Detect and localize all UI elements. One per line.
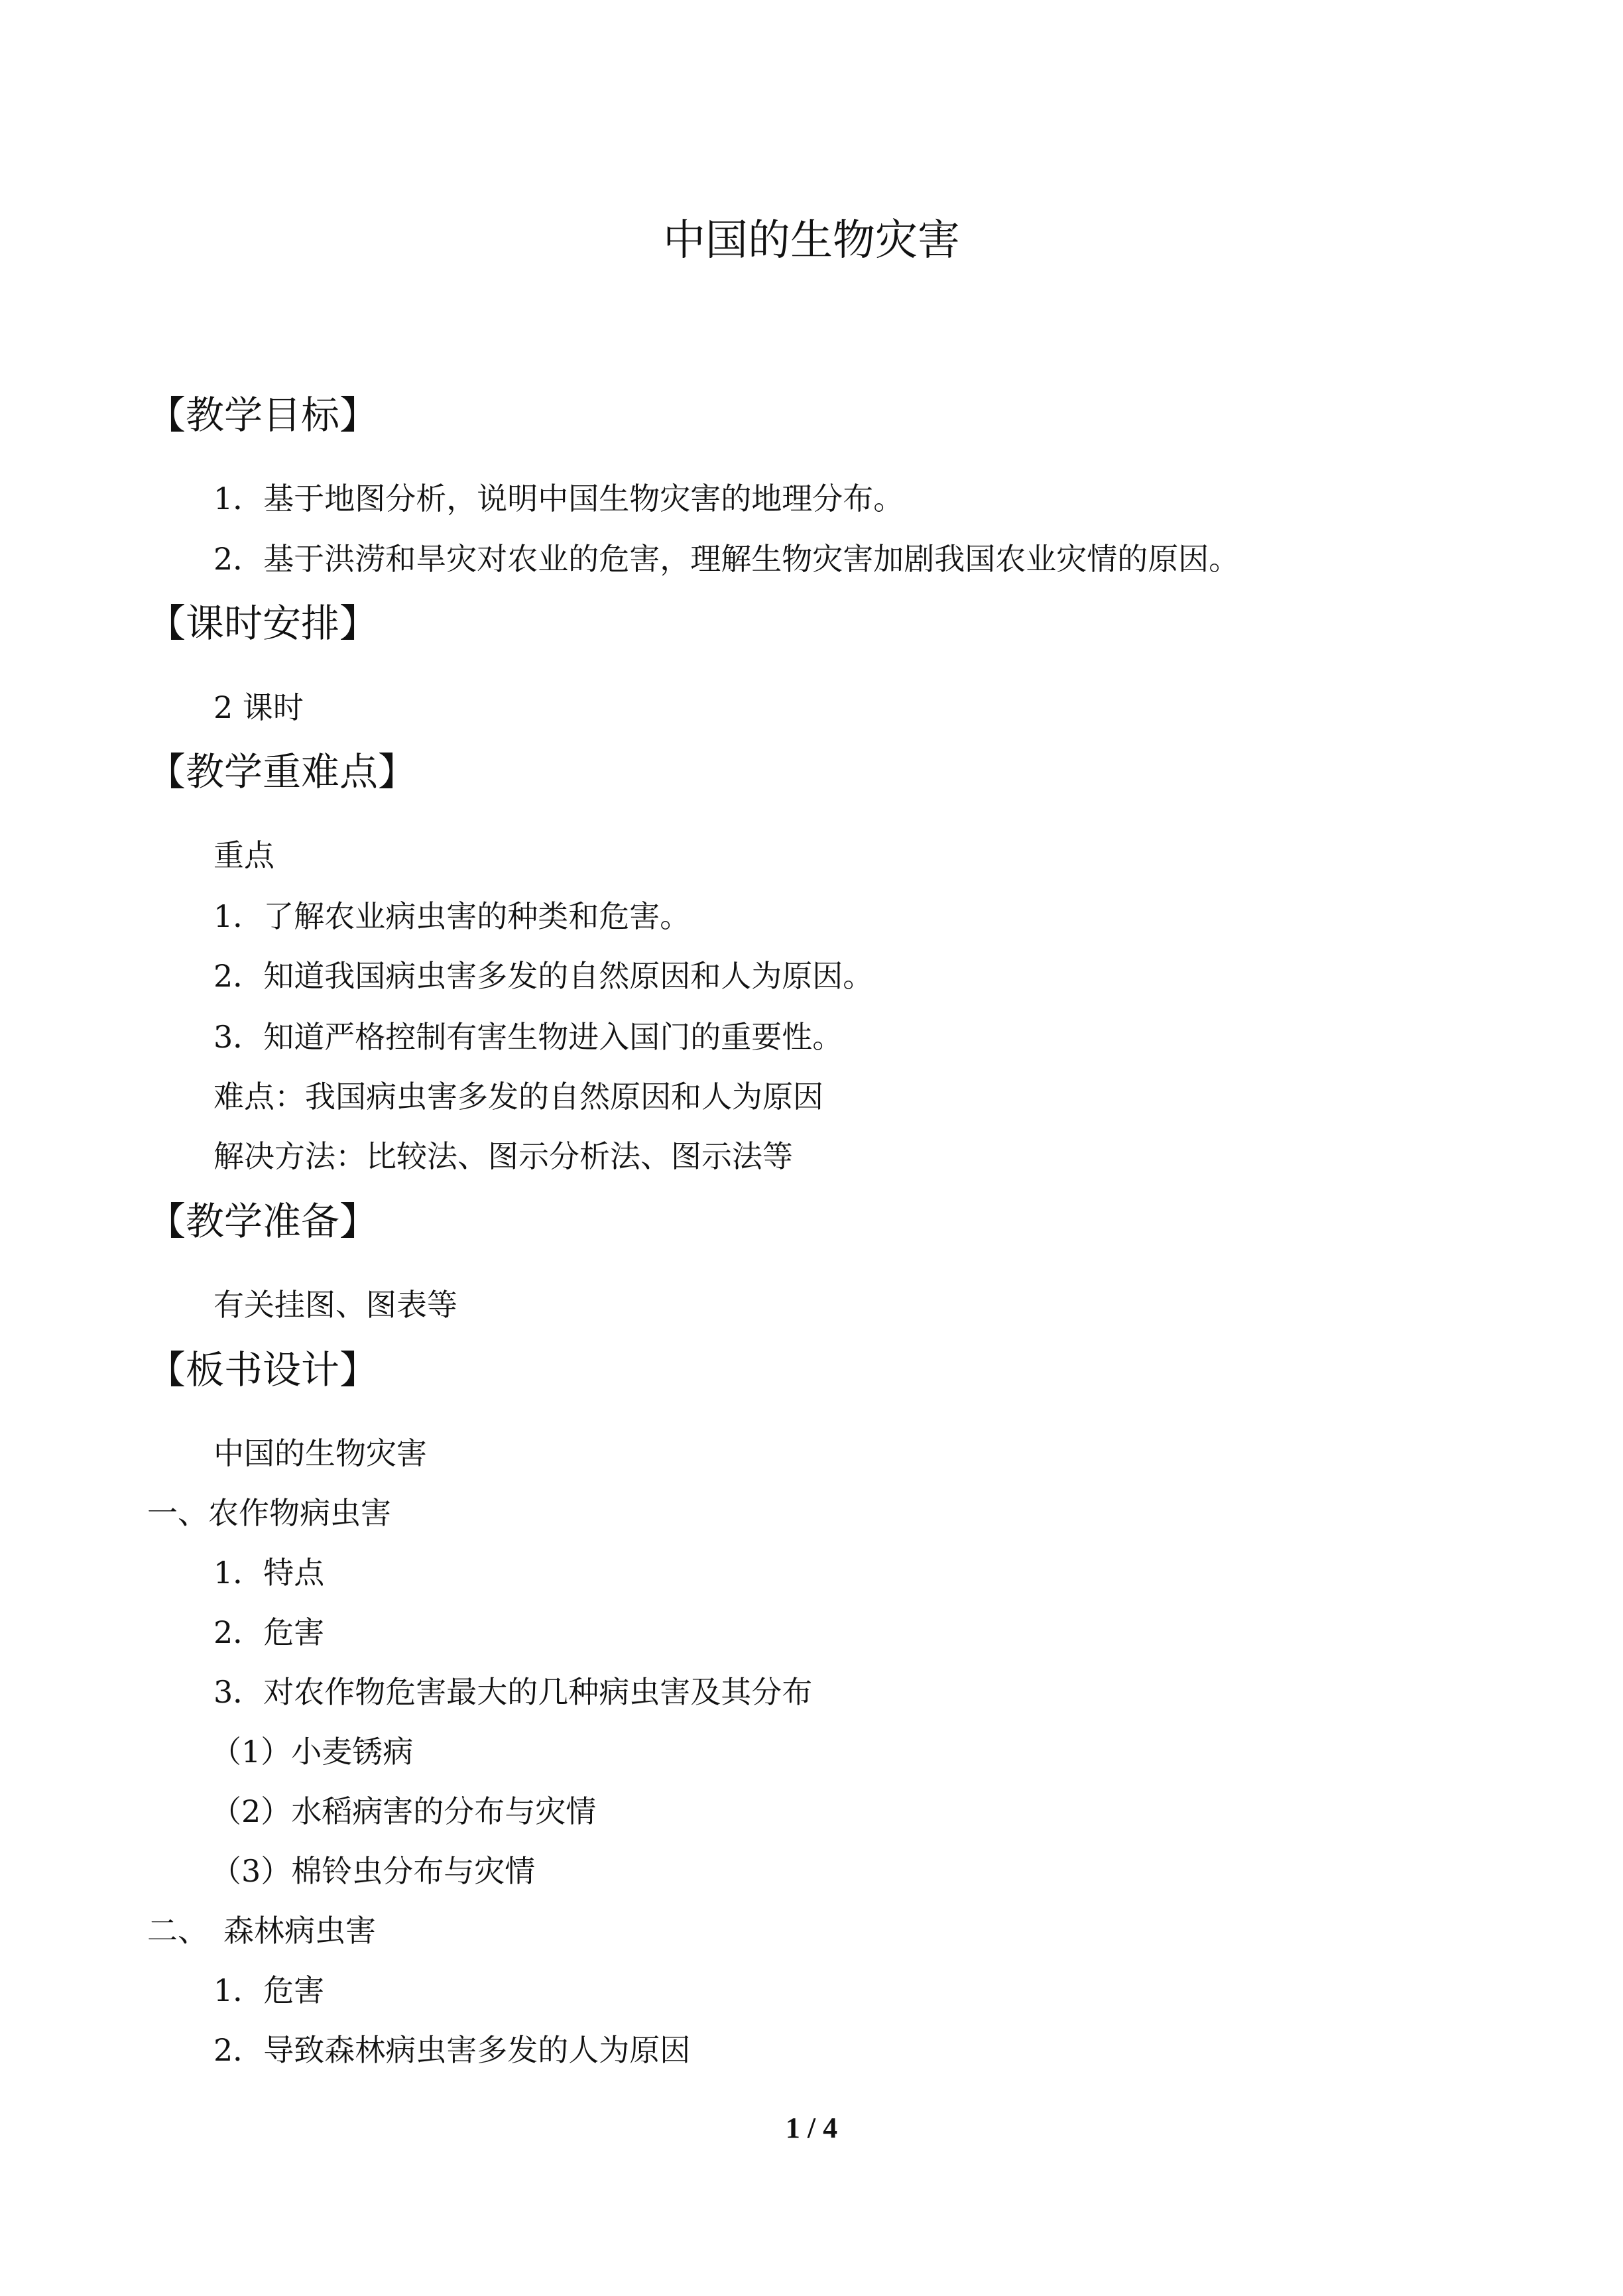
board-part1-item: 3．对农作物危害最大的几种病虫害及其分布 [213, 1674, 813, 1710]
board-part2-title: 二、 森林病虫害 [147, 1913, 376, 1949]
objective-item: 1．基于地图分析，说明中国生物灾害的地理分布。 [213, 481, 904, 516]
board-part2-item: 2．导致森林病虫害多发的人为原因 [213, 2032, 691, 2068]
section-heading-preparation: 【教学准备】 [147, 1199, 379, 1244]
board-part1-title: 一、农作物病虫害 [147, 1495, 391, 1531]
schedule-text: 2 课时 [213, 690, 304, 725]
section-heading-objectives: 【教学目标】 [147, 393, 379, 438]
focus-label: 重点 [213, 837, 274, 873]
section-heading-schedule: 【课时安排】 [147, 601, 379, 646]
page-number: 1 / 4 [785, 2112, 838, 2144]
board-part1-item: 2．危害 [213, 1614, 325, 1650]
method-text: 解决方法：比较法、图示分析法、图示法等 [213, 1138, 793, 1174]
board-part1-subitem: （2）水稻病害的分布与灾情 [211, 1793, 597, 1829]
board-part2-item: 1．危害 [213, 1972, 325, 2008]
section-heading-board: 【板书设计】 [147, 1347, 379, 1392]
board-part1-subitem: （3）棉铃虫分布与灾情 [211, 1853, 536, 1889]
objective-item: 2．基于洪涝和旱灾对农业的危害，理解生物灾害加剧我国农业灾情的原因。 [213, 541, 1240, 577]
preparation-text: 有关挂图、图表等 [213, 1287, 457, 1323]
page-title: 中国的生物灾害 [663, 216, 960, 265]
board-part1-item: 1．特点 [213, 1555, 325, 1591]
difficulty-text: 难点：我国病虫害多发的自然原因和人为原因 [213, 1079, 823, 1115]
focus-item: 2．知道我国病虫害多发的自然原因和人为原因。 [213, 958, 874, 994]
section-heading-key-points: 【教学重难点】 [147, 749, 417, 794]
board-part1-subitem: （1）小麦锈病 [211, 1734, 414, 1770]
focus-item: 3．知道严格控制有害生物进入国门的重要性。 [213, 1019, 843, 1055]
focus-item: 1．了解农业病虫害的种类和危害。 [213, 898, 691, 934]
board-subtitle: 中国的生物灾害 [213, 1435, 427, 1471]
